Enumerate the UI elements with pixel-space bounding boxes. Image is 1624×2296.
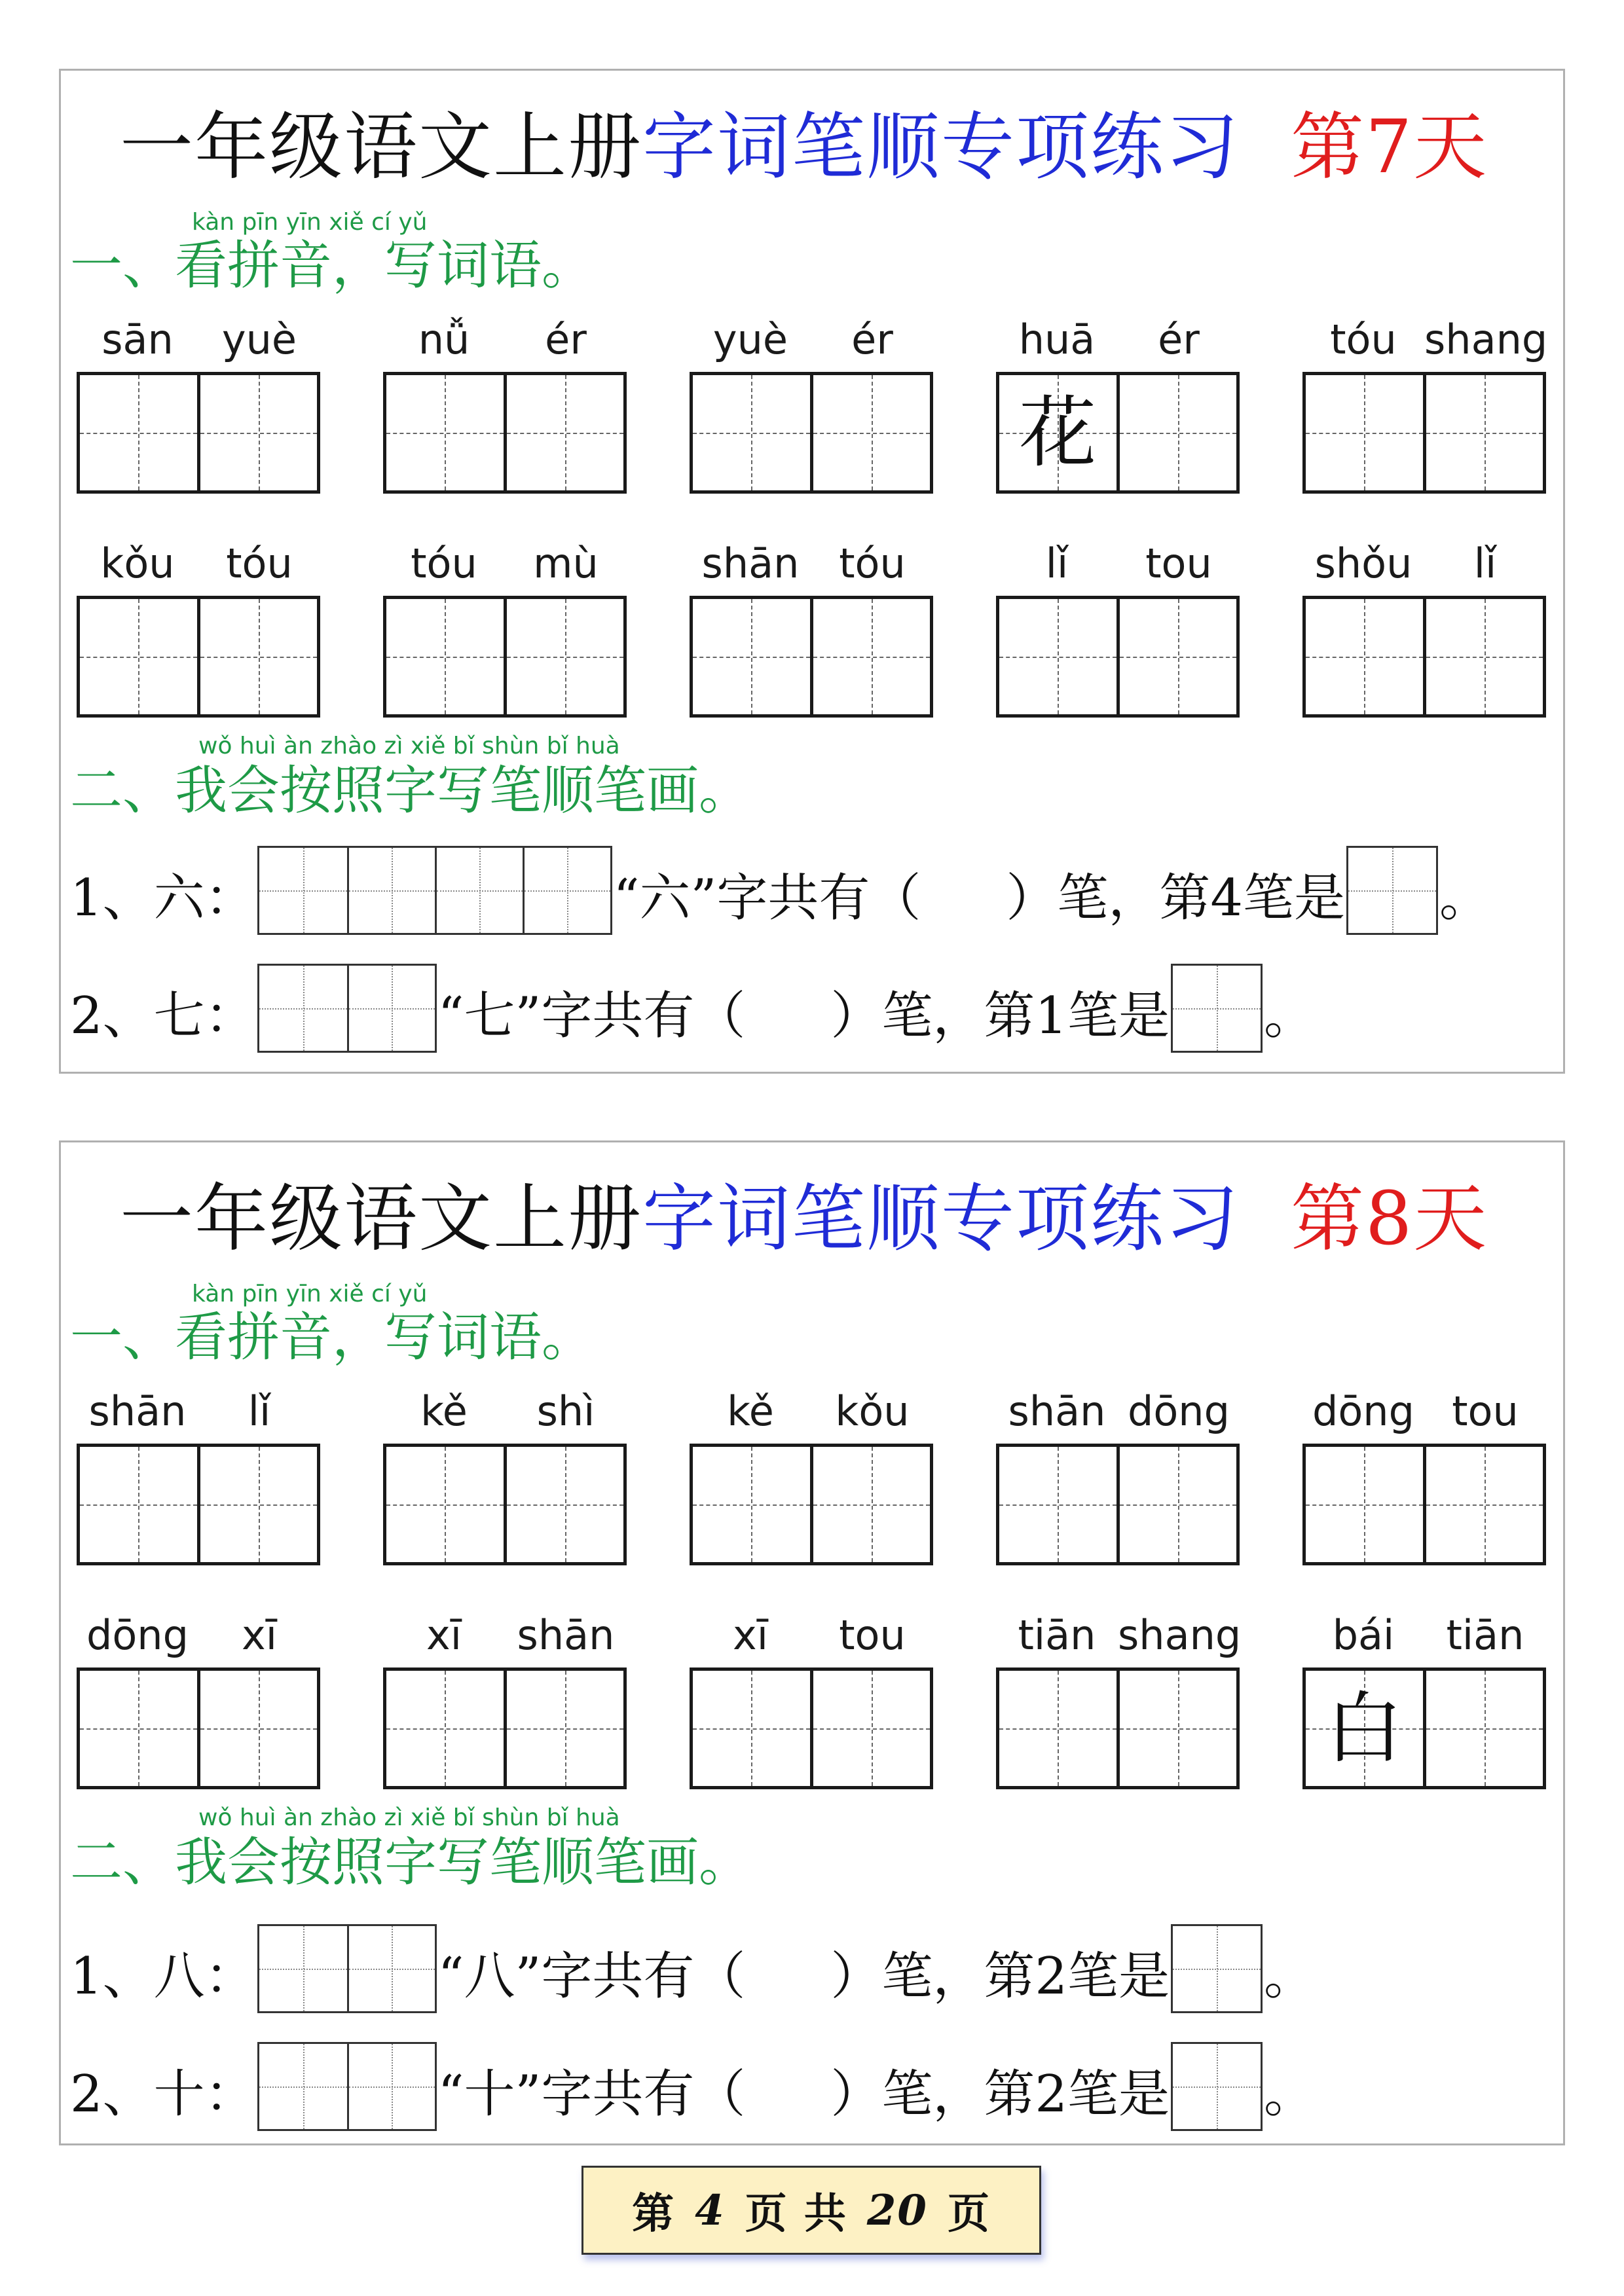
stroke-cell[interactable] — [347, 1926, 435, 2011]
writing-cell[interactable] — [1116, 1447, 1237, 1562]
stroke-cell[interactable] — [435, 848, 523, 933]
pinyin-syllable: huā — [1018, 316, 1096, 363]
writing-cell[interactable] — [1116, 375, 1237, 490]
question-text: ）笔，第2笔是 — [830, 1947, 1170, 2006]
pinyin-syllable: kǒu — [100, 539, 175, 587]
pinyin-syllable: tiān — [1446, 1611, 1524, 1659]
total-pages: 20 — [866, 2185, 928, 2235]
stroke-cell[interactable] — [1173, 2044, 1261, 2129]
pinyin-syllable: lǐ — [248, 1387, 271, 1435]
writing-cell[interactable] — [504, 1671, 624, 1786]
tianzige-grid — [383, 1444, 627, 1565]
pinyin-syllable: lǐ — [1045, 539, 1069, 587]
writing-cell[interactable] — [504, 599, 624, 714]
question-text: ）笔，第1笔是 — [830, 987, 1170, 1046]
pinyin-syllable: tóu — [226, 539, 293, 587]
stroke-cell[interactable] — [259, 1926, 347, 2011]
pinyin-syllable: tou — [1145, 539, 1212, 587]
sheet-title — [120, 1170, 1534, 1268]
tianzige-grid — [690, 372, 933, 494]
worksheet-day-7 — [59, 69, 1565, 1074]
stroke-question-2 — [70, 955, 1315, 1053]
writing-cell[interactable] — [386, 599, 504, 714]
tianzige-grid — [77, 372, 320, 494]
tianzige-grid — [1302, 372, 1546, 494]
writing-cell[interactable] — [197, 599, 318, 714]
question-prefix: 2、十： — [70, 2065, 256, 2124]
writing-cell[interactable] — [197, 1671, 318, 1786]
writing-cell[interactable] — [999, 375, 1116, 490]
question-text: ）笔，第2笔是 — [830, 2065, 1170, 2124]
writing-cell[interactable] — [1306, 375, 1423, 490]
tianzige-grid — [1302, 1444, 1546, 1565]
tianzige-grid — [383, 1667, 627, 1789]
title-topic: 字词笔顺专项练习 — [642, 105, 1240, 190]
pinyin-syllable: yuè — [712, 316, 788, 363]
writing-cell[interactable] — [999, 1447, 1116, 1562]
pinyin-syllable: shān — [517, 1611, 615, 1659]
pinyin-syllable: shang — [1118, 1611, 1242, 1659]
stroke-cell[interactable] — [523, 848, 610, 933]
section1-heading: 一、看拼音，写词语。 — [70, 1307, 594, 1368]
pinyin-syllable: kě — [420, 1387, 468, 1435]
writing-cell[interactable] — [1116, 599, 1237, 714]
pinyin-syllable: shān — [701, 539, 800, 587]
page-label-post: 页 — [947, 2189, 991, 2238]
page-label-mid: 页 共 — [745, 2189, 847, 2238]
tianzige-grid — [77, 1667, 320, 1789]
section2-pinyin: wǒ huì àn zhào zì xiě bǐ shùn bǐ huà — [198, 733, 620, 759]
stroke-cell[interactable] — [1173, 966, 1261, 1051]
stroke-order-grid — [257, 964, 437, 1053]
question-text: “十”字共有（ — [437, 2065, 746, 2124]
stroke-cell[interactable] — [259, 848, 347, 933]
worksheet-day-8 — [59, 1140, 1565, 2145]
question-end: 。 — [1264, 987, 1316, 1046]
writing-cell[interactable] — [810, 1671, 931, 1786]
tianzige-grid — [690, 596, 933, 718]
writing-cell[interactable] — [197, 375, 318, 490]
pinyin-syllable: yuè — [221, 316, 297, 363]
tianzige-grid — [77, 1444, 320, 1565]
writing-cell[interactable] — [504, 1447, 624, 1562]
pinyin-syllable: tóu — [411, 539, 477, 587]
stroke-cell[interactable] — [259, 2044, 347, 2129]
question-text: ）笔，第4笔是 — [1006, 869, 1346, 928]
answer-stroke-grid — [1171, 964, 1263, 1053]
pinyin-syllable: shǒu — [1314, 539, 1412, 587]
writing-cell[interactable] — [810, 375, 931, 490]
writing-cell[interactable] — [693, 1447, 810, 1562]
pinyin-syllable: shān — [1008, 1387, 1106, 1435]
writing-cell[interactable] — [80, 375, 197, 490]
pinyin-syllable: lǐ — [1473, 539, 1497, 587]
answer-stroke-grid — [1171, 1924, 1263, 2013]
example-character: 白 — [1325, 1683, 1403, 1774]
section2-pinyin: wǒ huì àn zhào zì xiě bǐ shùn bǐ huà — [198, 1804, 620, 1831]
title-grade: 一年级语文上册 — [120, 105, 642, 190]
pinyin-syllable: ér — [1158, 316, 1200, 363]
tianzige-grid — [996, 596, 1240, 718]
writing-cell[interactable] — [1423, 375, 1543, 490]
tianzige-grid — [383, 372, 627, 494]
answer-stroke-grid — [1346, 846, 1438, 935]
stroke-cell[interactable] — [347, 2044, 435, 2129]
writing-cell[interactable] — [1306, 599, 1423, 714]
pinyin-syllable: shān — [88, 1387, 187, 1435]
writing-cell[interactable] — [1423, 599, 1543, 714]
writing-cell[interactable] — [386, 1671, 504, 1786]
tianzige-grid — [383, 596, 627, 718]
section1-pinyin: kàn pīn yīn xiě cí yǔ — [192, 1281, 428, 1307]
stroke-cell[interactable] — [347, 848, 435, 933]
question-end: 。 — [1264, 1947, 1316, 2006]
current-page: 4 — [695, 2185, 726, 2235]
pinyin-syllable: dōng — [1312, 1387, 1414, 1435]
stroke-question-1 — [70, 1915, 1315, 2013]
pinyin-syllable: xī — [733, 1611, 768, 1659]
writing-cell[interactable] — [504, 375, 624, 490]
pinyin-syllable: mù — [533, 539, 599, 587]
answer-blank[interactable] — [745, 1049, 830, 1053]
question-end: 。 — [1439, 869, 1491, 928]
stroke-cell[interactable] — [347, 966, 435, 1051]
section1-pinyin: kàn pīn yīn xiě cí yǔ — [192, 209, 428, 236]
stroke-cell[interactable] — [1173, 1926, 1261, 2011]
pinyin-syllable: tou — [1452, 1387, 1519, 1435]
pinyin-syllable: tóu — [839, 539, 906, 587]
pinyin-syllable: xī — [242, 1611, 277, 1659]
writing-cell[interactable] — [999, 599, 1116, 714]
pinyin-syllable: bái — [1332, 1611, 1395, 1659]
page-label-pre: 第 — [632, 2189, 676, 2238]
section1-heading: 一、看拼音，写词语。 — [70, 235, 594, 296]
pinyin-syllable: tiān — [1018, 1611, 1096, 1659]
page-number-badge — [581, 2166, 1041, 2255]
stroke-question-2 — [70, 2033, 1315, 2131]
stroke-cell[interactable] — [1348, 848, 1436, 933]
pinyin-syllable: ér — [545, 316, 587, 363]
pinyin-syllable: kě — [727, 1387, 774, 1435]
question-text: “七”字共有（ — [437, 987, 746, 1046]
question-text: “六”字共有（ — [613, 869, 921, 928]
tianzige-grid — [690, 1444, 933, 1565]
writing-cell[interactable] — [810, 1447, 931, 1562]
stroke-cell[interactable] — [259, 966, 347, 1051]
sheet-title — [120, 98, 1534, 196]
pinyin-syllable: sān — [101, 316, 174, 363]
writing-cell[interactable] — [386, 375, 504, 490]
pinyin-syllable: dōng — [1128, 1387, 1230, 1435]
tianzige-grid — [77, 596, 320, 718]
title-topic: 字词笔顺专项练习 — [642, 1176, 1240, 1262]
section2-heading: 二、我会按照字写笔顺笔画。 — [70, 760, 751, 821]
question-prefix: 1、六： — [70, 869, 256, 928]
example-character: 花 — [1019, 388, 1097, 478]
writing-cell[interactable] — [80, 1447, 197, 1562]
title-day: 第8天 — [1291, 1176, 1488, 1262]
writing-cell[interactable] — [386, 1447, 504, 1562]
writing-cell[interactable] — [810, 599, 931, 714]
tianzige-grid — [1302, 1667, 1546, 1789]
writing-cell[interactable] — [1423, 1671, 1543, 1786]
writing-cell[interactable] — [1116, 1671, 1237, 1786]
tianzige-grid — [690, 1667, 933, 1789]
pinyin-syllable: shì — [536, 1387, 595, 1435]
answer-blank[interactable] — [921, 931, 1006, 935]
pinyin-syllable: ér — [851, 316, 893, 363]
writing-cell[interactable] — [693, 599, 810, 714]
writing-cell[interactable] — [80, 599, 197, 714]
tianzige-grid — [996, 372, 1240, 494]
question-end: 。 — [1264, 2065, 1316, 2124]
question-prefix: 1、八： — [70, 1947, 256, 2006]
answer-blank[interactable] — [745, 2009, 830, 2013]
writing-cell[interactable] — [693, 1671, 810, 1786]
pinyin-syllable: shang — [1424, 316, 1548, 363]
stroke-order-grid — [257, 1924, 437, 2013]
stroke-question-1 — [70, 837, 1490, 935]
question-text: “八”字共有（ — [437, 1947, 746, 2006]
pinyin-syllable: tou — [839, 1611, 906, 1659]
answer-stroke-grid — [1171, 2042, 1263, 2131]
writing-cell[interactable] — [999, 1671, 1116, 1786]
pinyin-syllable: dōng — [86, 1611, 189, 1659]
pinyin-syllable: nǚ — [418, 316, 470, 363]
tianzige-grid — [996, 1444, 1240, 1565]
writing-cell[interactable] — [1423, 1447, 1543, 1562]
tianzige-grid — [1302, 596, 1546, 718]
stroke-order-grid — [257, 846, 612, 935]
pinyin-syllable: kǒu — [835, 1387, 910, 1435]
writing-cell[interactable] — [693, 375, 810, 490]
tianzige-grid — [996, 1667, 1240, 1789]
writing-cell[interactable] — [80, 1671, 197, 1786]
title-day: 第7天 — [1291, 105, 1488, 190]
pinyin-syllable: xī — [426, 1611, 462, 1659]
writing-cell[interactable] — [1306, 1447, 1423, 1562]
pinyin-syllable: tóu — [1330, 316, 1397, 363]
writing-cell[interactable] — [1306, 1671, 1423, 1786]
question-prefix: 2、七： — [70, 987, 256, 1046]
writing-cell[interactable] — [197, 1447, 318, 1562]
stroke-order-grid — [257, 2042, 437, 2131]
answer-blank[interactable] — [745, 2127, 830, 2131]
section2-heading: 二、我会按照字写笔顺笔画。 — [70, 1832, 751, 1893]
title-grade: 一年级语文上册 — [120, 1176, 642, 1262]
